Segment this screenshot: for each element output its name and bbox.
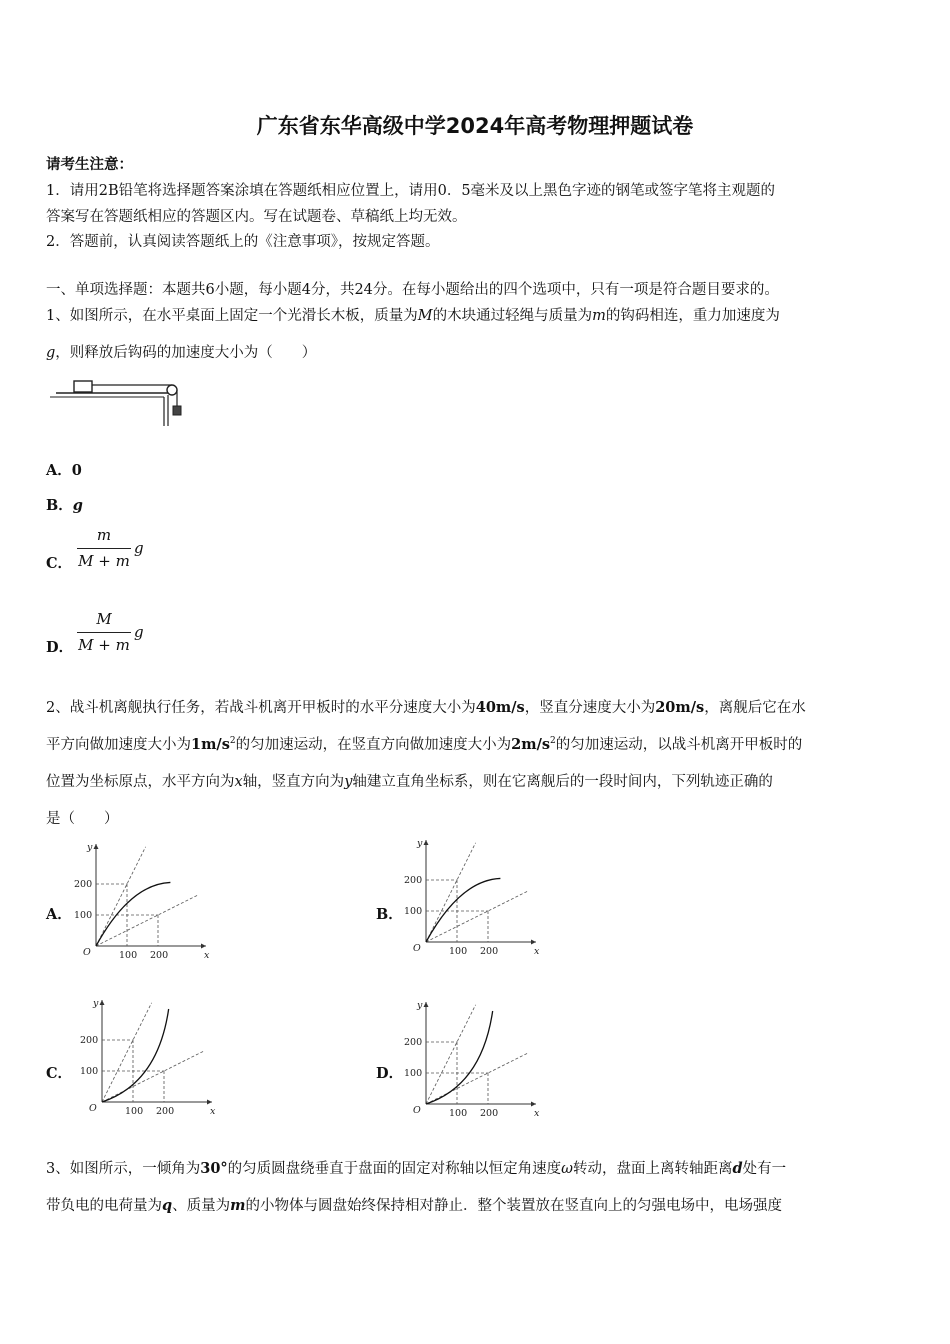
tick-label-x100: 100 <box>449 1108 468 1119</box>
q1-option-d-denominator: M + m <box>78 636 130 654</box>
x-axis-label: x <box>534 1108 540 1119</box>
q2-stem-line-2: 平方向做加速度大小为$1m/s^2$的匀加速运动，在竖直方向做加速度大小为$2m/s^2$的匀加速运动，以战斗机离开甲板时的 <box>46 736 803 753</box>
page-title: 广东省东华高级中学2024年高考物理押题试卷 <box>256 114 694 138</box>
q2-graph-a <box>74 836 214 965</box>
q1-figure <box>50 378 190 430</box>
notice-line-2: 答案写在答题纸相应的答题区内。写在试题卷、草稿纸上均无效。 <box>46 209 467 225</box>
q2-graph-b <box>404 832 544 961</box>
tick-label-y200: 200 <box>74 879 93 890</box>
hook-weight <box>173 406 181 415</box>
q2-option-d[interactable]: D． <box>376 1065 404 1082</box>
tick-label-y100: 100 <box>404 906 423 917</box>
y-axis-label: y <box>417 838 423 849</box>
q1-option-d-g: g <box>134 623 144 641</box>
y-axis-arrow <box>94 844 99 849</box>
x-axis-label: x <box>534 946 540 957</box>
y-axis-arrow <box>424 840 429 845</box>
ray-shallow <box>426 891 528 942</box>
trajectory-curve <box>426 1011 493 1104</box>
origin-label: O <box>83 947 91 958</box>
ray-steep <box>426 1005 476 1104</box>
x-axis-arrow <box>531 940 536 945</box>
q1-option-b[interactable]: B．g <box>46 497 83 514</box>
wooden-block <box>74 381 92 392</box>
q2-stem-line-1: 2、战斗机离舰执行任务，若战斗机离开甲板时的水平分速度大小为40m/s，竖直分速度大小为20m/s，离舰后它在水 <box>46 699 806 716</box>
trajectory-curve <box>102 1009 169 1102</box>
q1-stem-line-2: g，则释放后钩码的加速度大小为（ ） <box>46 345 317 361</box>
q2-stem-line-3: 位置为坐标原点，水平方向为x轴，竖直方向为y轴建立直角坐标系，则在它离舰后的一段时间内，下列轨迹正确的 <box>46 774 773 790</box>
tick-label-x200: 200 <box>480 1108 499 1119</box>
q1-option-c-denominator: M + m <box>78 552 130 570</box>
tick-label-y200: 200 <box>80 1035 99 1046</box>
y-axis-label: y <box>417 1000 423 1011</box>
origin-label: O <box>413 943 421 954</box>
origin-label: O <box>89 1103 97 1114</box>
y-axis-arrow <box>100 1000 105 1005</box>
fraction-bar <box>77 548 131 549</box>
notice-line-3: 2．答题前，认真阅读答题纸上的《注意事项》，按规定答题。 <box>46 234 440 250</box>
notice-heading: 请考生注意： <box>46 156 133 173</box>
tick-label-x100: 100 <box>125 1106 144 1117</box>
q2-option-a[interactable]: A． <box>46 906 72 923</box>
tick-label-y200: 200 <box>404 875 423 886</box>
y-axis-arrow <box>424 1002 429 1007</box>
tick-label-y100: 100 <box>74 910 93 921</box>
pulley <box>167 385 177 395</box>
ray-steep <box>102 1003 152 1102</box>
tick-label-y200: 200 <box>404 1037 423 1048</box>
q1-option-c-label[interactable]: C． <box>46 555 73 572</box>
q2-option-b[interactable]: B． <box>376 906 403 923</box>
q3-stem-line-1: 3、如图所示，一倾角为30°的匀质圆盘绕垂直于盘面的固定对称轴以恒定角速度ω转动，盘面上离转轴距离d处有一 <box>46 1160 787 1177</box>
q1-option-c-fraction <box>76 526 156 574</box>
ray-steep <box>96 847 146 946</box>
notice-line-1: 1．请用2B铅笔将选择题答案涂填在答题纸相应位置上，请用0．5毫米及以上黑色字迹的钢笔或签字笔将主观题的 <box>46 183 776 199</box>
x-axis-label: x <box>204 950 210 961</box>
x-axis-arrow <box>207 1100 212 1105</box>
fraction-bar <box>77 632 131 633</box>
q2-graph-c <box>80 992 220 1121</box>
q2-stem-line-4: 是（ ） <box>46 811 119 827</box>
tick-label-y100: 100 <box>404 1068 423 1079</box>
x-axis-arrow <box>201 944 206 949</box>
origin-label: O <box>413 1105 421 1116</box>
q2-option-c[interactable]: C． <box>46 1065 73 1082</box>
q3-stem-line-2: 带负电的电荷量为q、质量为m的小物体与圆盘始终保持相对静止．整个装置放在竖直向上的匀强电场中，电场强度 <box>46 1197 782 1214</box>
q1-option-c-g: g <box>134 539 144 557</box>
tick-label-x200: 200 <box>480 946 499 957</box>
q2-graph-d <box>404 994 544 1123</box>
x-axis-label: x <box>210 1106 216 1117</box>
section-1-heading: 一、单项选择题：本题共6小题，每小题4分，共24分。在每小题给出的四个选项中，只有一项是符合题目要求的。 <box>46 282 779 298</box>
tick-label-x200: 200 <box>150 950 169 961</box>
tick-label-x100: 100 <box>119 950 138 961</box>
ray-steep <box>426 843 476 942</box>
q1-option-c-numerator: m <box>96 526 112 544</box>
tick-label-x200: 200 <box>156 1106 175 1117</box>
tick-label-y100: 100 <box>80 1066 99 1077</box>
q1-stem-line-1: 1、如图所示，在水平桌面上固定一个光滑长木板，质量为M的木块通过轻绳与质量为m的钩码相连，重力加速度为 <box>46 308 780 324</box>
y-axis-label: y <box>93 998 99 1009</box>
ray-shallow <box>96 895 198 946</box>
x-axis-arrow <box>531 1102 536 1107</box>
q1-option-d-numerator: M <box>96 610 112 628</box>
q1-option-a[interactable]: A．0 <box>46 462 82 479</box>
y-axis-label: y <box>87 842 93 853</box>
tick-label-x100: 100 <box>449 946 468 957</box>
q1-option-d-fraction <box>76 610 156 658</box>
q1-option-d-label[interactable]: D． <box>46 639 74 656</box>
